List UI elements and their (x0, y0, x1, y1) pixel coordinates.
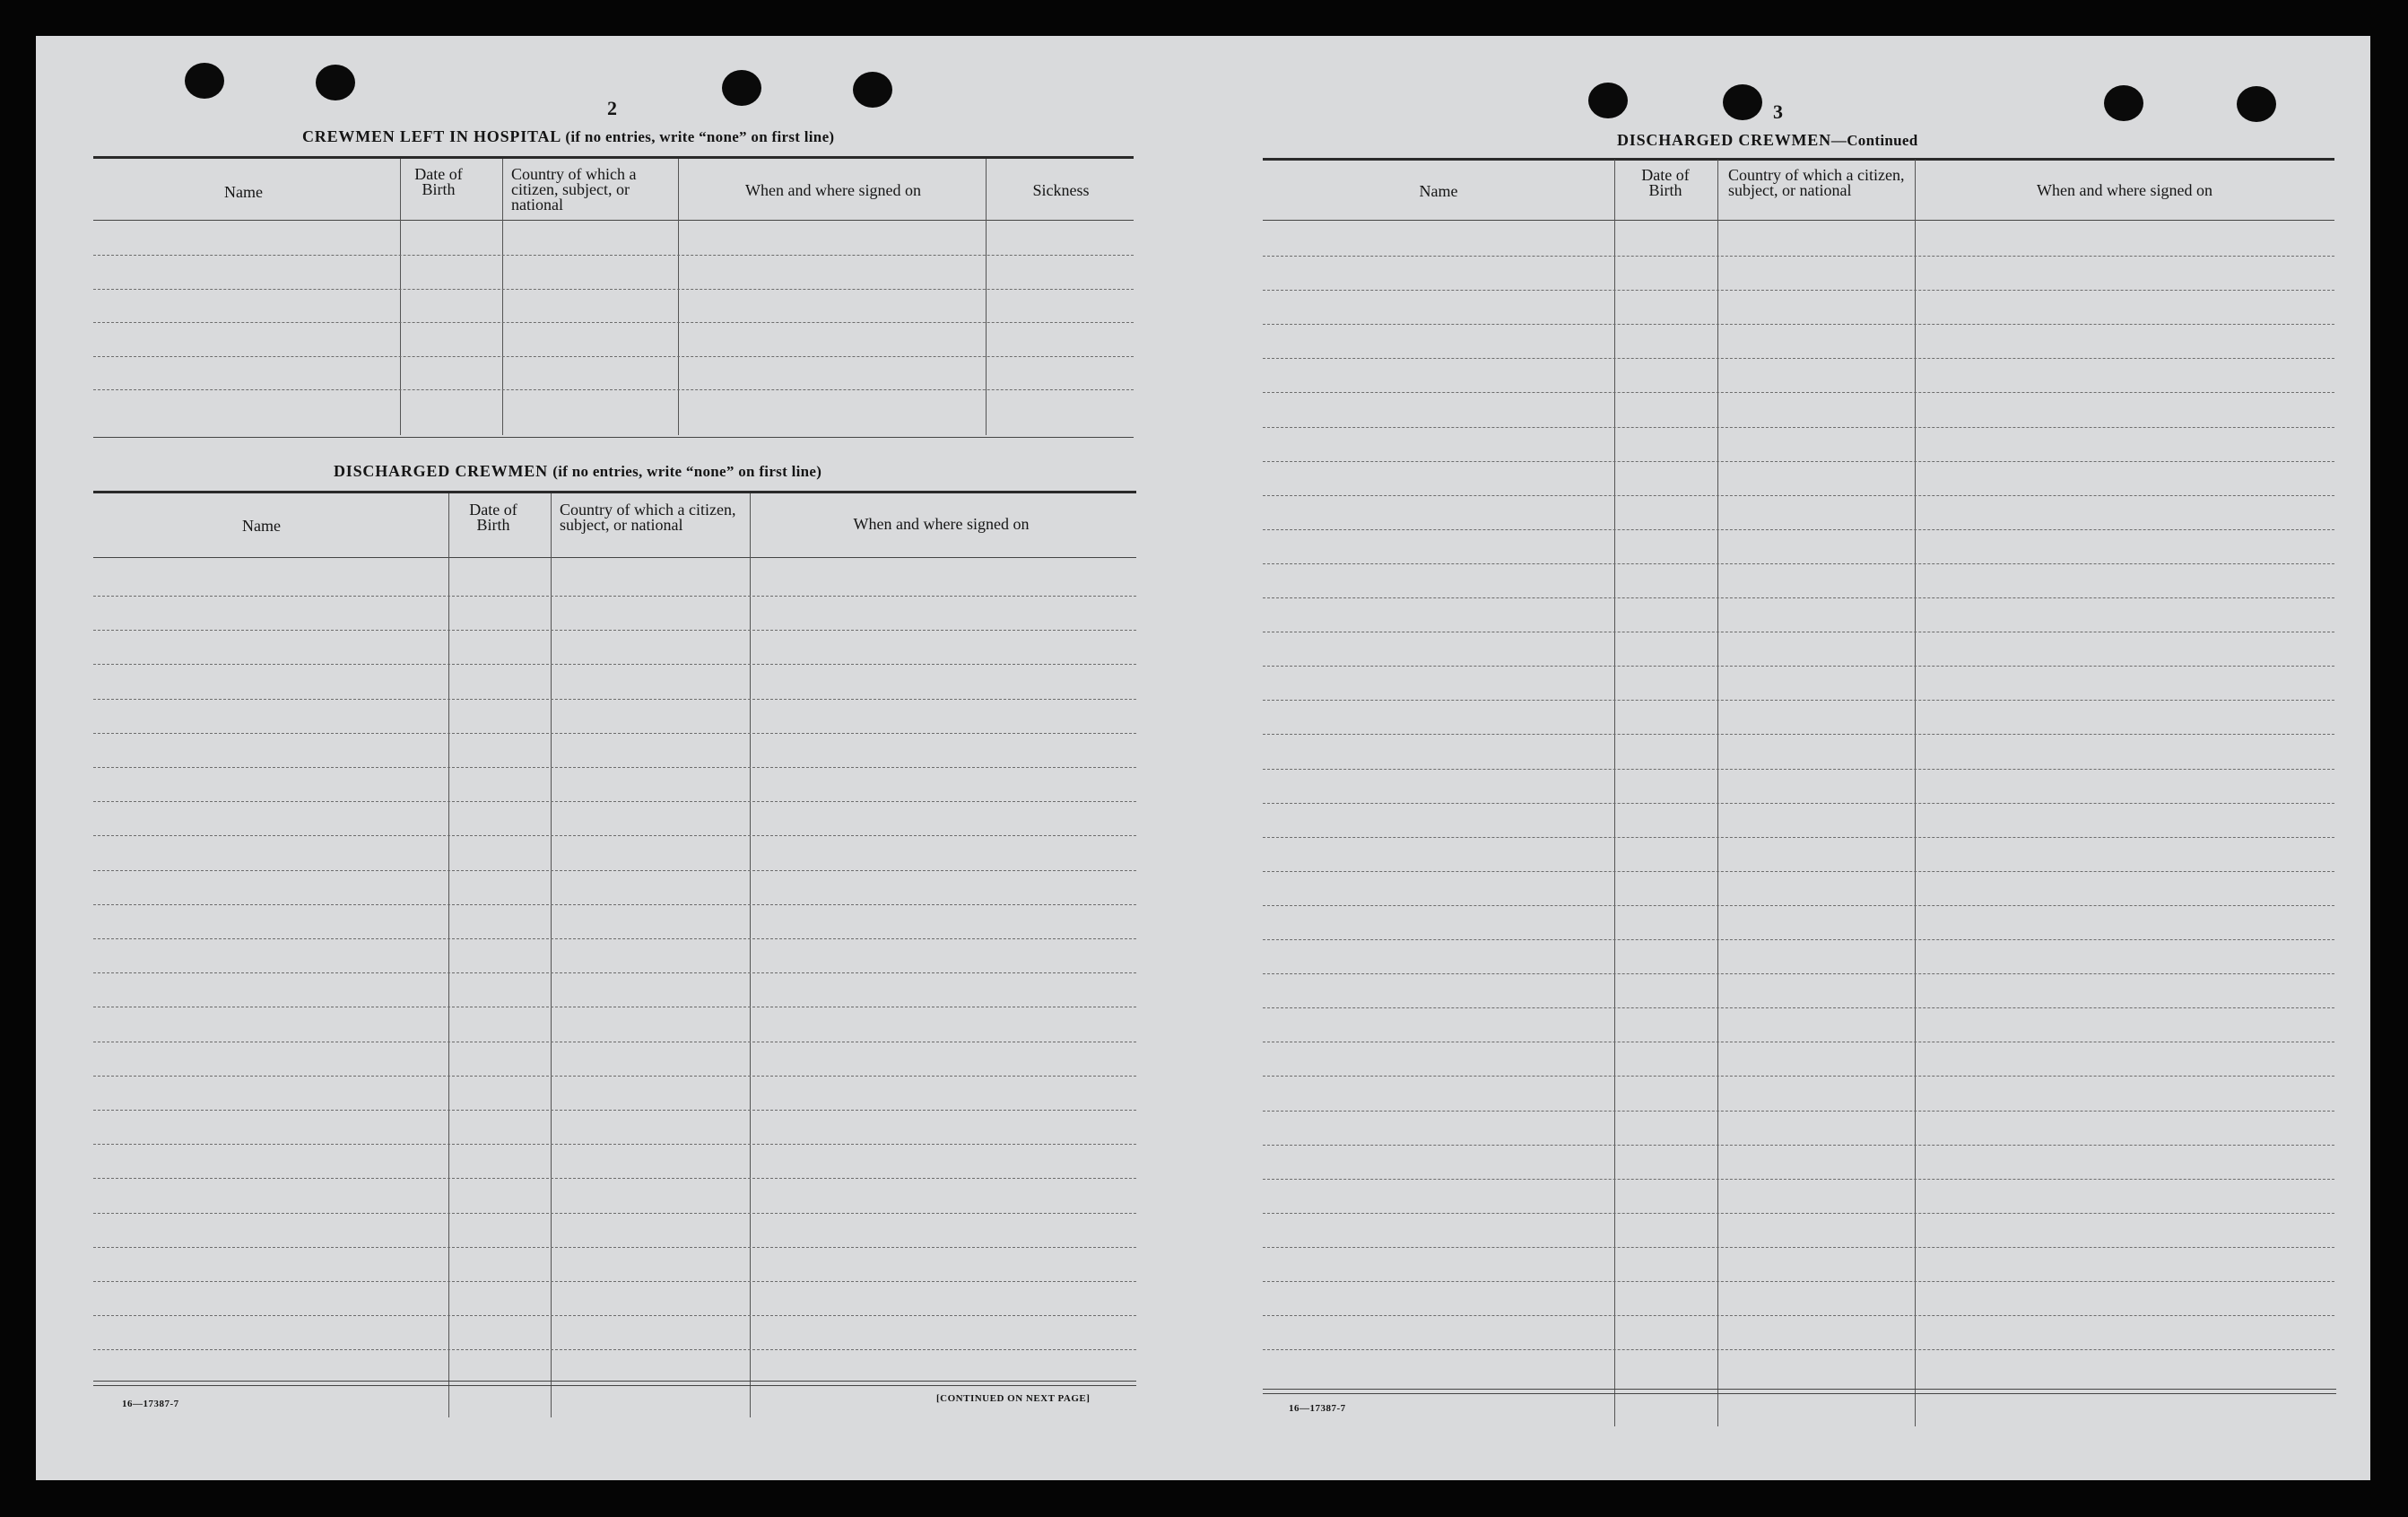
right-divider-3 (1915, 160, 1916, 1426)
hospital-section-title (302, 127, 834, 146)
discharged-col-country: Country of which a citizen, subject, or national (560, 501, 736, 534)
discharged-divider-1 (448, 493, 449, 1417)
form-number-left: 16—17387-7 (122, 1399, 179, 1409)
discharged-top-rule (93, 491, 1136, 493)
hospital-divider-2 (502, 159, 503, 435)
right-divider-2 (1717, 160, 1718, 1426)
hospital-col-name: Name (224, 183, 263, 201)
right-header-rule (1263, 220, 2334, 221)
discharged-entry-line (93, 835, 1136, 836)
right-divider-1 (1614, 160, 1615, 1426)
discharged-entry-line (93, 801, 1136, 802)
form-number-right: 16—17387-7 (1289, 1403, 1346, 1414)
punch-hole-5 (1588, 83, 1628, 118)
hospital-note: (if no entries, write “none” on first line) (565, 128, 835, 145)
discharged-divider-3 (750, 493, 751, 1417)
discharged-continued-entry-line (1263, 1247, 2334, 1248)
discharged-entry-line (93, 1349, 1136, 1350)
discharged-entry-line (93, 1144, 1136, 1145)
discharged-continued-entry-line (1263, 734, 2334, 735)
hospital-header-rule (93, 220, 1134, 221)
hospital-col-sickness: Sickness (1032, 181, 1090, 199)
discharged-entry-line (93, 699, 1136, 700)
discharged-col-name: Name (242, 517, 281, 535)
discharged-continued-section-title (1617, 131, 1917, 150)
right-bottom-rule (1263, 1389, 2336, 1390)
discharged-divider-2 (551, 493, 552, 1417)
hospital-entry-line (93, 389, 1134, 390)
punch-hole-4 (853, 72, 892, 108)
discharged-continued-entry-line (1263, 803, 2334, 804)
discharged-continued-entry-line (1263, 1349, 2334, 1350)
discharged-continued-entry-line (1263, 700, 2334, 701)
discharged-continued-entry-line (1263, 324, 2334, 325)
discharged-header-rule (93, 557, 1136, 558)
hospital-divider-1 (400, 159, 401, 435)
discharged-continued-entry-line (1263, 529, 2334, 530)
discharged-entry-line (93, 1110, 1136, 1111)
discharged-title: DISCHARGED CREWMEN (334, 462, 548, 480)
discharged-continued-entry-line (1263, 256, 2334, 257)
discharged-bottom-rule (93, 1381, 1136, 1382)
right-col-country: Country of which a citizen, subject, or national (1728, 166, 1905, 199)
discharged-continued-entry-line (1263, 1315, 2334, 1316)
discharged-continued-entry-line (1263, 1111, 2334, 1112)
right-col-signed-on: When and where signed on (2037, 181, 2212, 199)
discharged-continued-entry-line (1263, 666, 2334, 667)
discharged-continued-entry-line (1263, 871, 2334, 872)
right-col-dob: Date of Birth (1641, 166, 1690, 199)
discharged-note: (if no entries, write “none” on first line) (552, 463, 822, 480)
hospital-title: CREWMEN LEFT IN HOSPITAL (302, 127, 561, 145)
punch-hole-7 (2104, 85, 2143, 121)
discharged-entry-line (93, 664, 1136, 665)
discharged-continued-entry-line (1263, 905, 2334, 906)
hospital-col-dob: Date of Birth (414, 165, 463, 198)
hospital-entry-line (93, 255, 1134, 256)
discharged-continued-suffix: —Continued (1830, 132, 1918, 149)
discharged-entry-line (93, 904, 1136, 905)
discharged-continued-entry-line (1263, 392, 2334, 393)
punch-hole-1 (185, 63, 224, 99)
discharged-entry-line (93, 767, 1136, 768)
discharged-entry-line (93, 1076, 1136, 1077)
discharged-bottom-rule-2 (93, 1385, 1136, 1386)
discharged-continued-title: DISCHARGED CREWMEN (1617, 131, 1831, 149)
page-number-right: 3 (1773, 100, 1784, 123)
hospital-bottom-rule (93, 437, 1134, 438)
discharged-continued-entry-line (1263, 1213, 2334, 1214)
discharged-continued-entry-line (1263, 1007, 2334, 1008)
discharged-continued-entry-line (1263, 1076, 2334, 1077)
form-sheet (36, 36, 2370, 1480)
right-top-rule (1263, 158, 2334, 161)
punch-hole-2 (316, 65, 355, 100)
hospital-divider-4 (986, 159, 987, 435)
discharged-entry-line (93, 972, 1136, 973)
discharged-entry-line (93, 1247, 1136, 1248)
hospital-col-country: Country of which a citizen, subject, or national (511, 165, 637, 214)
discharged-entry-line (93, 938, 1136, 939)
discharged-continued-entry-line (1263, 973, 2334, 974)
page-number-left: 2 (607, 97, 618, 119)
discharged-continued-entry-line (1263, 563, 2334, 564)
discharged-entry-line (93, 1213, 1136, 1214)
discharged-col-dob: Date of Birth (469, 501, 517, 534)
hospital-divider-3 (678, 159, 679, 435)
discharged-continued-entry-line (1263, 1145, 2334, 1146)
discharged-continued-entry-line (1263, 495, 2334, 496)
continued-note: [CONTINUED ON NEXT PAGE] (936, 1393, 1091, 1404)
discharged-continued-entry-line (1263, 461, 2334, 462)
discharged-entry-line (93, 1281, 1136, 1282)
hospital-entry-line (93, 289, 1134, 290)
right-bottom-rule-2 (1263, 1393, 2336, 1394)
hospital-entry-line (93, 322, 1134, 323)
discharged-continued-entry-line (1263, 358, 2334, 359)
hospital-col-signed-on: When and where signed on (745, 181, 921, 199)
punch-hole-6 (1723, 84, 1762, 120)
discharged-continued-entry-line (1263, 1179, 2334, 1180)
hospital-entry-line (93, 356, 1134, 357)
hospital-top-rule (93, 156, 1134, 159)
discharged-continued-entry-line (1263, 939, 2334, 940)
discharged-continued-entry-line (1263, 1281, 2334, 1282)
discharged-entry-line (93, 1178, 1136, 1179)
discharged-continued-entry-line (1263, 597, 2334, 598)
discharged-entry-line (93, 733, 1136, 734)
discharged-continued-entry-line (1263, 427, 2334, 428)
discharged-col-signed-on: When and where signed on (853, 515, 1030, 533)
discharged-entry-line (93, 596, 1136, 597)
right-col-name: Name (1419, 182, 1458, 200)
punch-hole-3 (722, 70, 761, 106)
discharged-continued-entry-line (1263, 290, 2334, 291)
discharged-continued-entry-line (1263, 837, 2334, 838)
discharged-entry-line (93, 630, 1136, 631)
discharged-section-title (334, 462, 822, 481)
discharged-continued-entry-line (1263, 769, 2334, 770)
discharged-entry-line (93, 1315, 1136, 1316)
punch-hole-8 (2237, 86, 2276, 122)
discharged-entry-line (93, 870, 1136, 871)
